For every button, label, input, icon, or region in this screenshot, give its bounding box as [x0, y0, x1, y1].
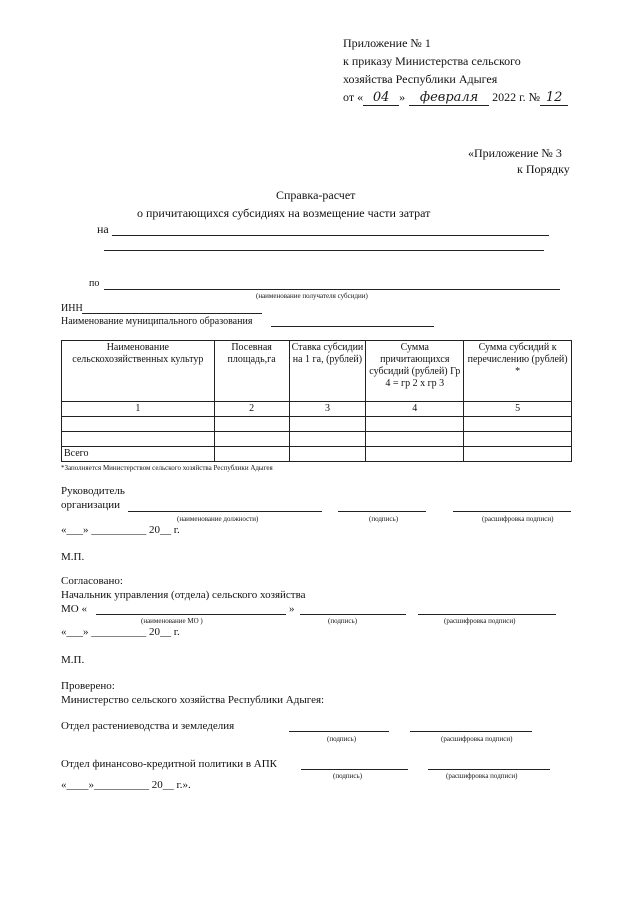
dept1-label: Отдел растениеводства и земледелия [61, 720, 235, 732]
inn-label: ИНН [61, 303, 83, 314]
checked-date: «____»__________ 20__ г.». [61, 779, 191, 791]
table-row [62, 432, 572, 447]
header-rate: Ставка субсидии на 1 га, (рублей) [289, 341, 366, 402]
decode-line [453, 511, 571, 512]
agreed-stamp: М.П. [61, 654, 85, 666]
cap-decode: (расшифровка подписи) [482, 515, 554, 523]
signature-line [338, 511, 426, 512]
cap-decode: (расшифровка подписи) [446, 772, 518, 780]
appendix-line1: Приложение № 1 [343, 36, 431, 50]
date-mid: » [399, 90, 406, 104]
dept2-decode-line [428, 769, 550, 770]
checked-line2: Министерство сельского хозяйства Республики Адыгея: [61, 694, 325, 706]
col-number: 3 [289, 402, 366, 417]
dept2-signature-line [301, 769, 408, 770]
agreed-decode-line [418, 614, 556, 615]
agreed-line3-suffix: » [289, 603, 295, 615]
month-handwritten: февраля [409, 90, 489, 106]
cap-mo: (наименование МО ) [141, 617, 203, 625]
cap-signature: (подпись) [328, 617, 358, 625]
dept1-decode-line [410, 731, 532, 732]
agreed-line2: Начальник управления (отдела) сельского хозяйства [61, 589, 306, 601]
col-number: 4 [366, 402, 464, 417]
year-prefix: 2022 г. № [492, 90, 541, 104]
agreed-signature-line [300, 614, 406, 615]
na-line-2 [104, 250, 544, 251]
table-row [62, 417, 572, 432]
agreed-line3-prefix: МО « [61, 603, 87, 615]
total-label: Всего [62, 447, 215, 462]
col-number: 1 [62, 402, 215, 417]
po-label: по [89, 278, 100, 289]
col-number: 5 [464, 402, 572, 417]
header-transfer-sum: Сумма субсидий к перечислению (рублей) * [464, 341, 572, 402]
position-line [128, 511, 322, 512]
doc-subtitle: о причитающихся субсидиях на возмещение части затрат [137, 206, 431, 220]
doc-title: Справка-расчет [276, 188, 356, 202]
table-number-row [62, 402, 572, 417]
dept1-signature-line [289, 731, 389, 732]
cap-decode: (расшифровка подписи) [444, 617, 516, 625]
table-total-row [62, 447, 572, 462]
head-date: «___» __________ 20__ г. [61, 524, 180, 536]
dept2-label: Отдел финансово-кредитной политики в АПК [61, 758, 278, 770]
na-line [112, 235, 549, 236]
cap-decode: (расшифровка подписи) [441, 735, 513, 743]
checked-line1: Проверено: [61, 680, 115, 692]
recipient-caption: (наименование получателя субсидии) [256, 292, 368, 300]
municipality-label: Наименование муниципального образования [61, 316, 253, 327]
head-line1: Руководитель [61, 485, 125, 497]
cap-position: (наименование должности) [177, 515, 259, 523]
appendix-date-line [343, 90, 593, 108]
header-due-sum: Сумма причитающихся субсидий (рублей) Гр 4 = гр 2 х гр 3 [366, 341, 464, 402]
order-number-handwritten: 12 [540, 90, 568, 106]
col-number: 2 [214, 402, 289, 417]
municipality-line [271, 326, 434, 327]
agreed-date: «___» __________ 20__ г. [61, 626, 180, 638]
head-line2: организации [61, 499, 121, 511]
appendix3-line2: к Порядку [517, 162, 570, 176]
head-stamp: М.П. [61, 551, 85, 563]
calculation-table [61, 340, 572, 462]
cap-signature: (подпись) [333, 772, 363, 780]
appendix3-line1: «Приложение № 3 [468, 146, 562, 160]
agreed-line1: Согласовано: [61, 575, 123, 587]
cap-signature: (подпись) [327, 735, 357, 743]
po-line [104, 289, 560, 290]
header-crops: Наименование сельскохозяйственных культур [62, 341, 215, 402]
appendix-line3: хозяйства Республики Адыгея [343, 72, 498, 86]
day-handwritten: 04 [363, 90, 399, 106]
inn-line [82, 313, 262, 314]
table-header-row [62, 341, 572, 402]
header-area: Посевная площадь,га [214, 341, 289, 402]
cap-signature: (подпись) [369, 515, 399, 523]
date-prefix: от « [343, 90, 364, 104]
na-label: на [97, 222, 109, 236]
mo-line [96, 614, 286, 615]
footnote: *Заполняется Министерством сельского хозяйства Республики Адыгея [61, 464, 273, 472]
appendix-line2: к приказу Министерства сельского [343, 54, 521, 68]
